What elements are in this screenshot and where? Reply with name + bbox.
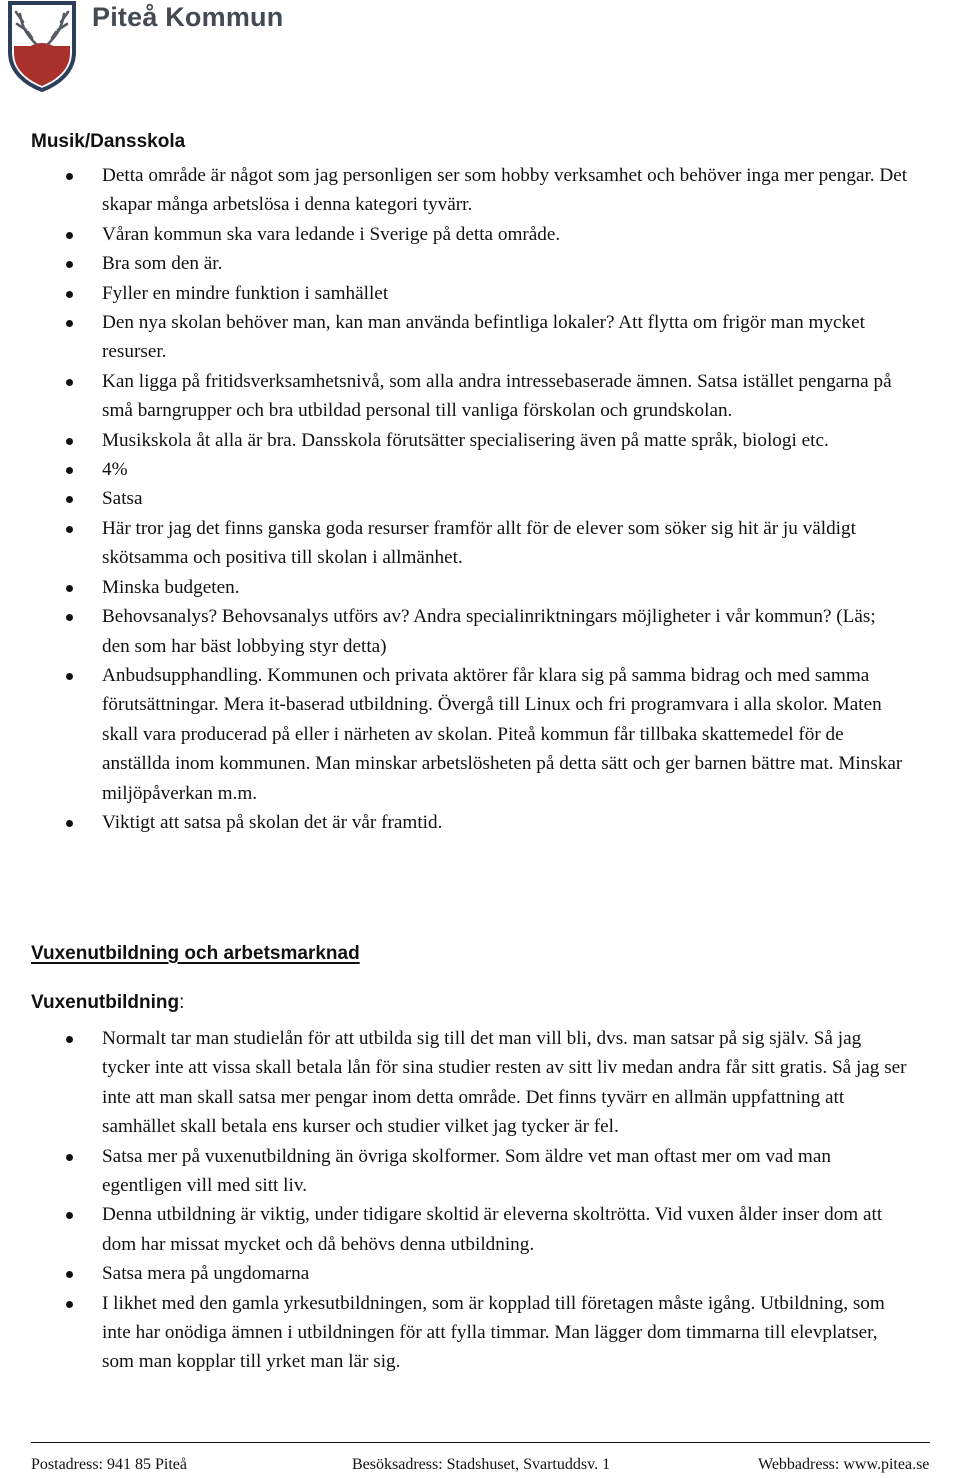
list-item: Detta område är något som jag personligen ser som hobby verksamhet och behöver inga mer pengar. Det skapar många arbetslösa i denna kategori tyvärr.	[0, 161, 908, 220]
bullet-icon	[66, 820, 73, 827]
list-item: Kan ligga på fritidsverksamhetsnivå, som alla andra intressebaserade ämnen. Satsa istället pengarna på små barngrupper och bra utbildad personal till vanliga förskolan och grundskolan.	[0, 367, 908, 426]
list-item: Minska budgeten.	[0, 573, 908, 602]
bullet-icon	[66, 1301, 73, 1308]
bullet-icon	[66, 614, 73, 621]
bullet-icon	[66, 467, 73, 474]
list-item: Anbudsupphandling. Kommunen och privata aktörer får klara sig på samma bidrag och med samma förutsättningar. Mera it-baserad utbildning. Övergå till Linux och fri programvara i alla skolor. Maten skall vara producerad på eller i närheten av skolan. Piteå kommun får tillbaka skattemedel för de anställda inom kommunen. Man minskar arbetslösheten på detta sätt och ger barnen bättre mat. Minskar miljöpåverkan m.m.	[0, 661, 908, 808]
bullet-list-musik	[0, 161, 960, 837]
bullet-icon	[66, 1036, 73, 1043]
subheading-vuxenutbildning: Vuxenutbildning:	[31, 992, 185, 1013]
organization-name: Piteå Kommun	[92, 2, 284, 32]
section-heading-musik: Musik/Dansskola	[31, 131, 186, 152]
pitea-coat-of-arms-logo	[6, 0, 78, 92]
bullet-icon	[66, 261, 73, 268]
list-item: Satsa mer på vuxenutbildning än övriga skolformer. Som äldre vet man oftast mer om vad man egentligen vill med sitt liv.	[0, 1142, 908, 1201]
footer-divider	[31, 1442, 930, 1443]
bullet-icon	[66, 232, 73, 239]
bullet-icon	[66, 1271, 73, 1278]
bullet-icon	[66, 526, 73, 533]
bullet-icon	[66, 379, 73, 386]
section-heading-vuxen: Vuxenutbildning och arbetsmarknad	[31, 943, 360, 964]
bullet-icon	[66, 1212, 73, 1219]
footer-visiting-address: Besöksadress: Stadshuset, Svartuddsv. 1	[352, 1456, 611, 1473]
footer-postal-address: Postadress: 941 85 Piteå	[31, 1456, 187, 1473]
list-item: Den nya skolan behöver man, kan man använda befintliga lokaler? Att flytta om frigör man mycket resurser.	[0, 308, 908, 367]
bullet-icon	[66, 320, 73, 327]
list-item: Behovsanalys? Behovsanalys utförs av? Andra specialinriktningars möjligheter i vår kommun? (Läs; den som har bäst lobbying styr detta)	[0, 602, 908, 661]
bullet-icon	[66, 496, 73, 503]
list-item: Satsa	[0, 484, 908, 513]
list-item: Denna utbildning är viktig, under tidigare skoltid är eleverna skoltrötta. Vid vuxen ålder inser dom att dom har missat mycket och då behövs denna utbildning.	[0, 1200, 908, 1259]
list-item: 4%	[0, 455, 908, 484]
bullet-icon	[66, 585, 73, 592]
bullet-icon	[66, 438, 73, 445]
bullet-icon	[66, 1154, 73, 1161]
header	[6, 0, 306, 95]
list-item: Våran kommun ska vara ledande i Sverige på detta område.	[0, 220, 908, 249]
list-item: Viktigt att satsa på skolan det är vår framtid.	[0, 808, 908, 837]
footer-web-address[interactable]: Webbadress: www.pitea.se	[758, 1456, 930, 1473]
list-item: Musikskola åt alla är bra. Dansskola förutsätter specialisering även på matte språk, biologi etc.	[0, 426, 908, 455]
bullet-icon	[66, 673, 73, 680]
bullet-icon	[66, 291, 73, 298]
list-item: Satsa mera på ungdomarna	[0, 1259, 908, 1288]
list-item: I likhet med den gamla yrkesutbildningen, som är kopplad till företagen måste igång. Utbildning, som inte har onödiga ämnen i utbildningen för att fylla timmar. Man lägger dom timmarna till elevplatser, som man kopplar till yrket man lär sig.	[0, 1289, 908, 1377]
bullet-icon	[66, 173, 73, 180]
list-item: Normalt tar man studielån för att utbilda sig till det man vill bli, dvs. man satsar på sig själv. Så jag tycker inte att vissa skall betala lån för sina studier resten av sitt liv medan andra får sitt gratis. Så jag ser inte att man skall satsa mer pengar inom detta område. Det finns tyvärr en allmän uppfattning att samhället skall betala ens kurser och studier vilket jag tycker är fel.	[0, 1024, 908, 1142]
list-item: Här tror jag det finns ganska goda resurser framför allt för de elever som söker sig hit är ju väldigt skötsamma och positiva till skolan i allmänhet.	[0, 514, 908, 573]
bullet-list-vuxen	[0, 1024, 960, 1377]
list-item: Fyller en mindre funktion i samhället	[0, 279, 908, 308]
list-item: Bra som den är.	[0, 249, 908, 278]
